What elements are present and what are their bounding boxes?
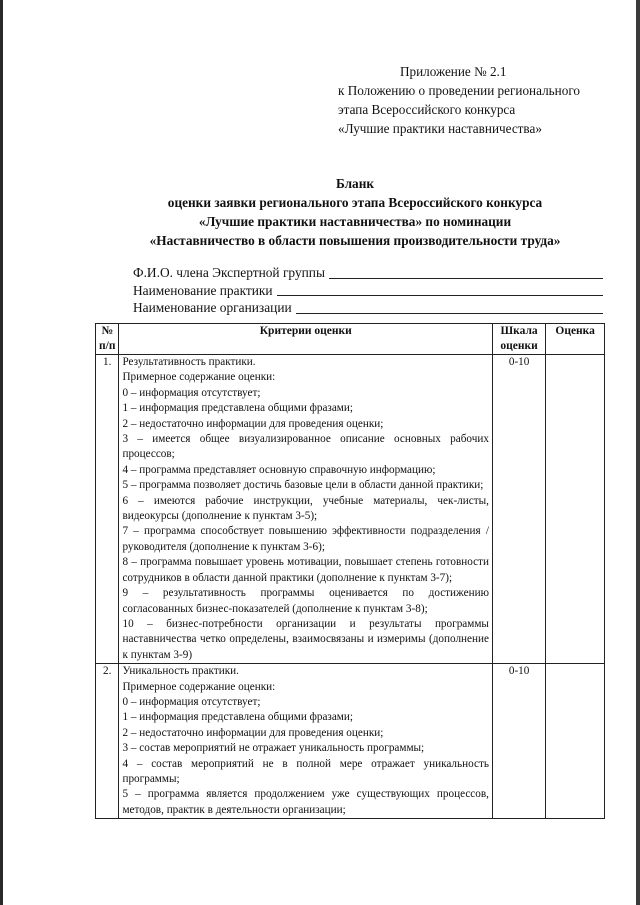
criteria-line: 5 – программа позволяет достичь базовые цели в области данной практики; bbox=[122, 479, 484, 492]
scan-edge-right bbox=[636, 0, 640, 905]
criteria-cell bbox=[119, 355, 492, 664]
header-criteria: Критерии оценки bbox=[119, 324, 492, 355]
score-cell[interactable] bbox=[546, 355, 605, 664]
title-line: «Лучшие практики наставничества» по номинации bbox=[198, 214, 512, 229]
criteria-line: 6 – имеются рабочие инструкции, учебные материалы, чек-листы, видеокурсы (дополнение к пунктам 3-5); bbox=[122, 494, 489, 523]
criteria-line: 4 – программа представляет основную справочную информацию; bbox=[122, 463, 436, 476]
criteria-line: 0 – информация отсутствует; bbox=[122, 386, 261, 399]
scan-edge-left bbox=[0, 0, 3, 905]
header-scale-line: Шкала bbox=[500, 325, 538, 337]
criteria-line: 8 – программа повышает уровень мотивации, повышает степень готовности сотрудников в области данной практики (дополнение к пунктам 3-7); bbox=[122, 556, 489, 584]
criteria-line: 5 – программа является продолжением уже существующих процессов, методов, практик в деятельности организации; bbox=[122, 788, 489, 816]
header-number bbox=[96, 324, 119, 355]
appendix-line: Приложение № 2.1 bbox=[400, 64, 507, 79]
criteria-line: Примерное содержание оценки: bbox=[122, 680, 276, 693]
criteria-line: 7 – программа способствует повышению эффективности подразделения / руководителя (дополнение к пунктам 3-6); bbox=[122, 525, 489, 553]
criteria-line: Примерное содержание оценки: bbox=[122, 371, 276, 384]
expert-name-field[interactable] bbox=[133, 264, 603, 282]
header-scale-line: оценки bbox=[500, 340, 538, 352]
criteria-line: 2 – недостаточно информации для проведения оценки; bbox=[122, 417, 384, 430]
scale-cell: 0-10 bbox=[492, 355, 545, 664]
appendix-line: этапа Всероссийского конкурса bbox=[338, 102, 516, 117]
title-line: оценки заявки регионального этапа Всероссийского конкурса bbox=[167, 195, 543, 210]
criteria-line: 0 – информация отсутствует; bbox=[122, 695, 261, 708]
title-line: Бланк bbox=[335, 176, 375, 191]
fill-line[interactable] bbox=[277, 294, 603, 296]
header-number-line: п/п bbox=[99, 340, 116, 352]
appendix-line: «Лучшие практики наставничества» bbox=[338, 121, 542, 136]
form-fields bbox=[133, 264, 603, 317]
field-label: Наименование практики bbox=[133, 282, 273, 298]
row-number: 2. bbox=[96, 664, 119, 819]
header-scale bbox=[492, 324, 545, 355]
criteria-table bbox=[95, 323, 605, 819]
criteria-line: 3 – состав мероприятий не отражает уникальность программы; bbox=[122, 742, 425, 755]
table-header-row bbox=[96, 324, 605, 355]
organization-name-field[interactable] bbox=[133, 299, 603, 317]
criteria-line: Результативность практики. bbox=[122, 356, 256, 368]
scale-cell: 0-10 bbox=[492, 664, 545, 819]
criteria-line: 3 – имеется общее визуализированное описание основных рабочих процессов; bbox=[122, 433, 489, 461]
criteria-line: 1 – информация представлена общими фразами; bbox=[122, 711, 353, 724]
score-cell[interactable] bbox=[546, 664, 605, 819]
appendix-line: к Положению о проведении регионального bbox=[338, 83, 580, 98]
criteria-line: 10 – бизнес-потребности организации и результаты программы наставничества четко определены, взаимосвязаны и измеримы (дополнение к пунктам 3-9) bbox=[122, 617, 489, 661]
fill-line[interactable] bbox=[329, 277, 603, 279]
field-label: Наименование организации bbox=[133, 300, 292, 315]
criteria-line: 2 – недостаточно информации для проведения оценки; bbox=[122, 726, 384, 739]
criteria-line: 1 – информация представлена общими фразами; bbox=[122, 402, 353, 415]
title-line: «Наставничество в области повышения производительности труда» bbox=[149, 233, 561, 248]
appendix-block bbox=[338, 62, 628, 138]
practice-name-field[interactable] bbox=[133, 282, 603, 300]
criteria-line: 4 – состав мероприятий не в полной мере отражает уникальность программы; bbox=[122, 757, 489, 785]
criteria-cell bbox=[119, 664, 492, 819]
criteria-line: 9 – результативность программы оценивается по достижению согласованных бизнес-показателей (дополнение к пунктам 3-8); bbox=[122, 587, 489, 615]
form-title bbox=[100, 174, 610, 250]
table-row bbox=[96, 355, 605, 664]
header-number-line: № bbox=[101, 325, 114, 337]
header-score: Оценка bbox=[546, 324, 605, 355]
row-number: 1. bbox=[96, 355, 119, 664]
fill-line[interactable] bbox=[296, 312, 603, 314]
table-row bbox=[96, 664, 605, 819]
field-label: Ф.И.О. члена Экспертной группы bbox=[133, 265, 325, 280]
criteria-line: Уникальность практики. bbox=[122, 665, 239, 678]
